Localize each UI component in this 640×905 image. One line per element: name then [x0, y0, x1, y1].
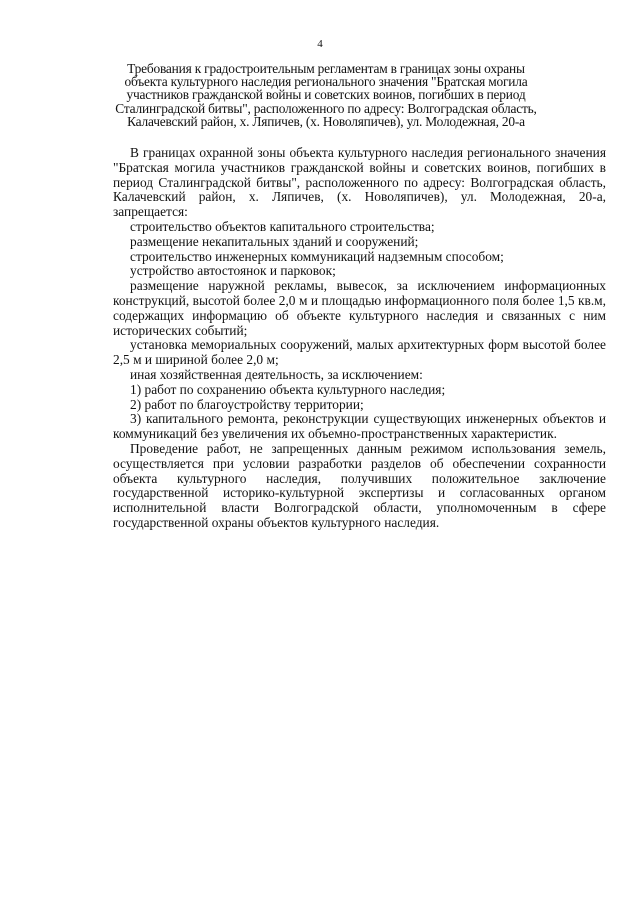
document-heading — [96, 62, 556, 128]
exception-item: 2) работ по благоустройству территории; — [130, 396, 364, 412]
prohibition-item: строительство инженерных коммуникаций надземным способом; — [130, 248, 504, 264]
heading-line: Сталинградской битвы", расположенного по адресу: Волгоградская область, — [115, 100, 537, 116]
heading-line: Калачевский район, х. Ляпичев, (х. Новоляпичев), ул. Молодежная, 20-а — [127, 113, 525, 129]
exception-item: 3) капитального ремонта, реконструкции существующих инженерных объектов и коммуникаций без увеличения их объемно-пространственных характеристик. — [113, 411, 606, 442]
prohibition-item: строительство объектов капитального строительства; — [130, 218, 435, 234]
prohibition-item: иная хозяйственная деятельность, за исключением: — [130, 366, 423, 382]
heading-line: Требования к градостроительным регламентам в границах зоны охраны — [127, 61, 525, 76]
intro-paragraph: В границах охранной зоны объекта культурного наследия регионального значения "Братская могила участников гражданской войны и советских воинов, погибших в период Сталинградской битвы", расположенного по адресу: Волгоградская область, Калачевский район, х. Ляпичев, (х. Новоляпичев), ул. Молодежная, 20-а, запрещается: — [113, 145, 606, 220]
prohibition-item: размещение наружной рекламы, вывесок, за исключением информационных конструкций, высотой более 2,0 м и площадью информационного поля более 1,5 кв.м, содержащих информацию об объекте культурного наследия и связанных с ним исторических событий; — [113, 278, 606, 338]
heading-line: объекта культурного наследия регионального значения "Братская могила — [124, 74, 528, 90]
page-number: 4 — [317, 38, 323, 50]
prohibition-item: установка мемориальных сооружений, малых архитектурных форм высотой более 2,5 м и шириной более 2,0 м; — [113, 337, 606, 368]
document-body — [113, 146, 606, 531]
prohibition-item: устройство автостоянок и парковок; — [130, 263, 336, 279]
exception-item: 1) работ по сохранению объекта культурного наследия; — [130, 381, 446, 397]
prohibition-item: размещение некапитальных зданий и сооружений; — [130, 233, 419, 249]
closing-paragraph: Проведение работ, не запрещенных данным режимом использования земель, осуществляется при условии разработки разделов об обеспечении сохранности объекта культурного наследия, получивших положительное заключение государственной историко-культурной экспертизы и согласованных органом исполнительной власти Волгоградской области, уполномоченным в сфере государственной охраны объектов культурного наследия. — [113, 440, 606, 530]
heading-line: участников гражданской войны и советских воинов, погибших в период — [126, 87, 526, 103]
